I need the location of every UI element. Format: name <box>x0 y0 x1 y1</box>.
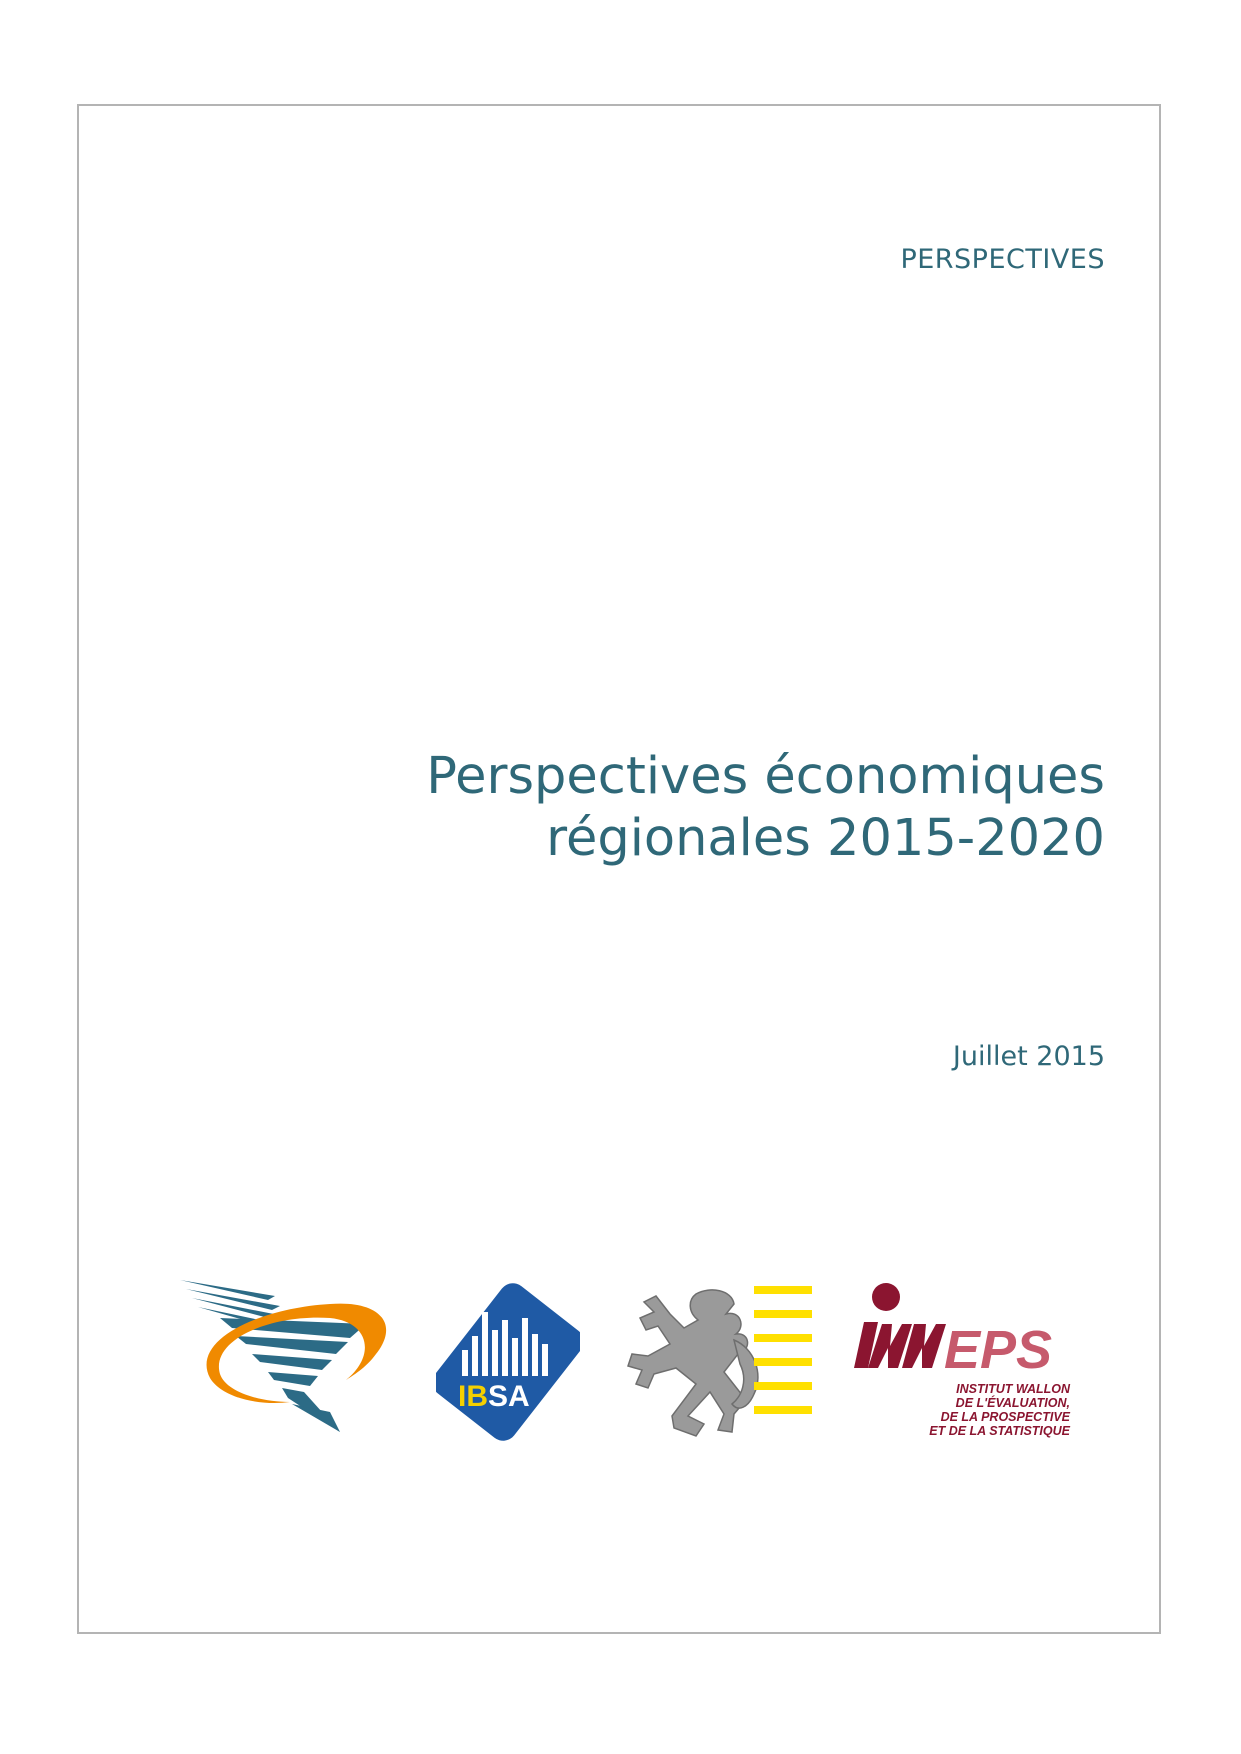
iweps-logo <box>848 1282 1070 1442</box>
iweps-tagline <box>929 1382 1070 1438</box>
fpb-orange-swoosh <box>207 1304 387 1403</box>
iweps-tagline-line: DE LA PROSPECTIVE <box>940 1410 1070 1424</box>
iweps-dot <box>872 1283 900 1311</box>
iweps-tagline-line: DE L'ÉVALUATION, <box>955 1396 1070 1410</box>
iweps-tagline-line: ET DE LA STATISTIQUE <box>929 1424 1070 1438</box>
ibsa-logo-text: IBSA <box>458 1380 530 1413</box>
flemish-lion-logo <box>614 1284 816 1444</box>
title-line-1: Perspectives économiques <box>426 747 1105 806</box>
lion-icon <box>628 1290 758 1436</box>
publication-date: Juillet 2015 <box>952 1041 1105 1072</box>
series-label: PERSPECTIVES <box>900 244 1105 275</box>
iweps-wordmark-text: EPS <box>944 1320 1053 1378</box>
flanders-yellow-stripes <box>754 1286 812 1414</box>
ibsa-logo <box>436 1282 580 1442</box>
document-title <box>426 746 1105 870</box>
title-line-2: régionales 2015-2020 <box>546 809 1105 868</box>
fpb-blue-fan <box>180 1280 366 1432</box>
federal-planning-bureau-logo <box>180 1280 400 1440</box>
iweps-wordmark <box>848 1282 1070 1378</box>
iweps-tagline-line: INSTITUT WALLON <box>956 1382 1070 1396</box>
